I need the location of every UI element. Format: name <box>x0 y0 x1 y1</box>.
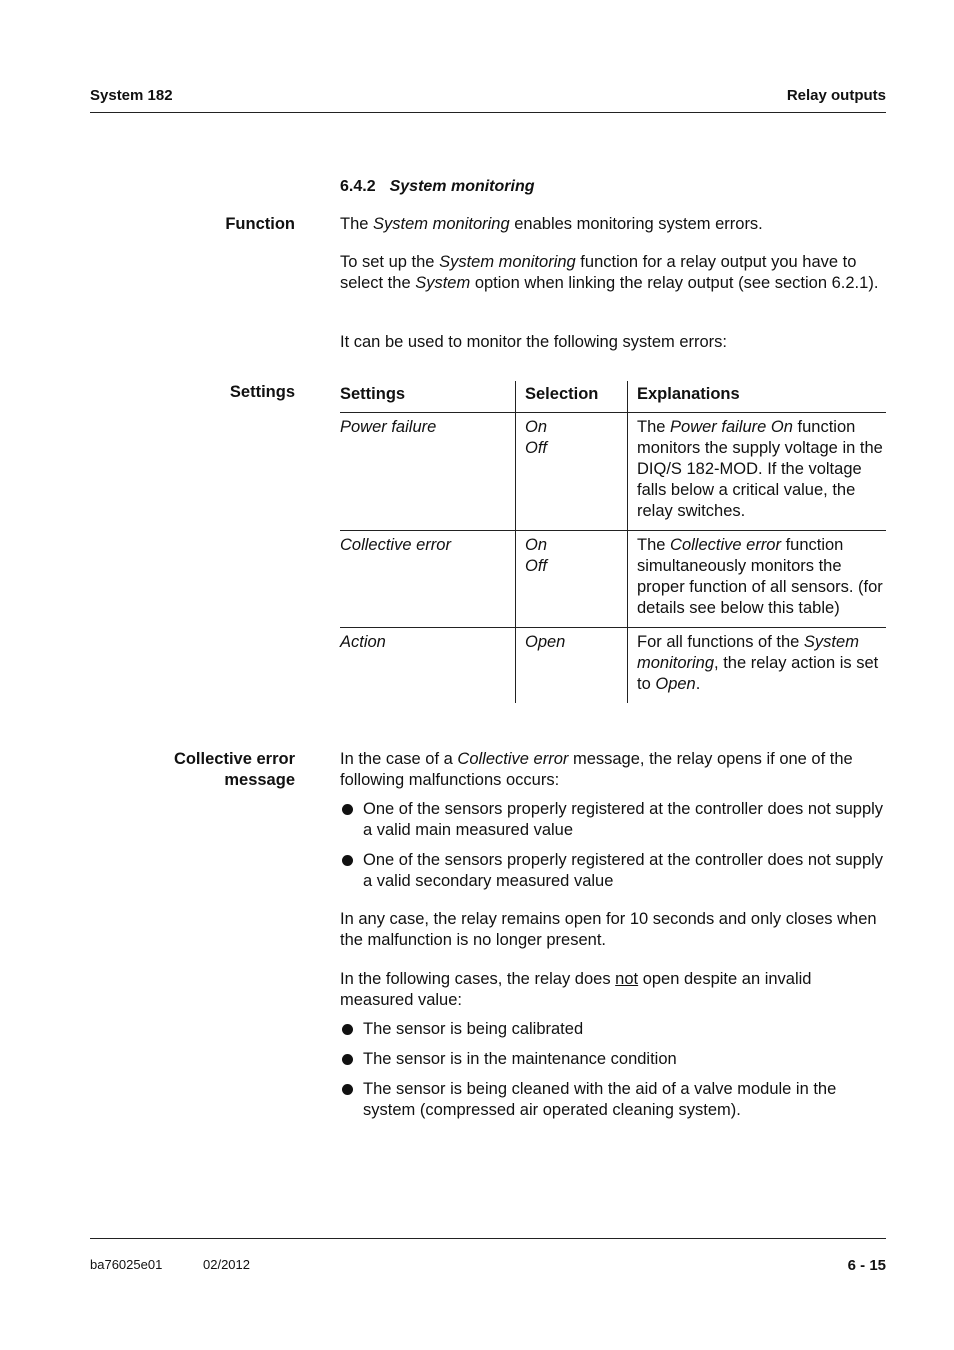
footer-date: 02/2012 <box>203 1257 250 1272</box>
list-item: One of the sensors properly registered at the controller does not supply a valid secondary measured value <box>340 850 888 892</box>
column-header: Settings <box>340 381 516 413</box>
explanation-cell: The Power failure On function monitors the supply voltage in the DIQ/S 182-MOD. If the voltage falls below a critical value, the relay switches. <box>628 413 887 531</box>
settings-table <box>340 381 886 703</box>
bullet-icon <box>342 1054 353 1065</box>
settings-label: Settings <box>229 383 295 401</box>
setting-name: Action <box>340 633 386 651</box>
page-number: 6 - 15 <box>847 1257 886 1274</box>
selection-cell: On Off <box>516 413 628 531</box>
collective-paragraph-3: In the following cases, the relay does not open despite an invalid measured value: <box>340 970 812 1009</box>
header-right: Relay outputs <box>786 87 886 104</box>
section-title: System monitoring <box>389 178 535 195</box>
list-item: The sensor is being calibrated <box>340 1019 888 1040</box>
function-paragraph-1: The System monitoring enables monitoring system errors. <box>340 215 763 233</box>
bullet-icon <box>342 1024 353 1035</box>
table-row <box>340 413 886 531</box>
selection-cell: On Off <box>516 531 628 628</box>
column-header: Selection <box>516 381 628 413</box>
bullet-icon <box>342 855 353 866</box>
explanation-cell: For all functions of the System monitoring, the relay action is set to Open. <box>628 628 887 704</box>
table-row <box>340 628 886 704</box>
bullet-icon <box>342 1084 353 1095</box>
selection-cell: Open <box>516 628 628 704</box>
footer-doc-id: ba76025e01 <box>90 1257 163 1272</box>
setting-name: Power failure <box>340 413 516 531</box>
table-header-row <box>340 381 886 413</box>
collective-paragraph-2: In any case, the relay remains open for 10 seconds and only closes when the malfunction is no longer present. <box>340 910 877 949</box>
list-item: One of the sensors properly registered at the controller does not supply a valid main measured value <box>340 799 888 841</box>
list-item: The sensor is in the maintenance condition <box>340 1049 888 1070</box>
explanation-cell: The Collective error function simultaneously monitors the proper function of all sensors. (for details see below this table) <box>628 531 887 628</box>
function-paragraph-2: To set up the System monitoring function for a relay output you have to select the System option when linking the relay output (see section 6.2.1). <box>340 253 879 292</box>
section-heading <box>340 178 535 196</box>
section-number: 6.4.2 <box>340 178 376 195</box>
header-left: System 182 <box>90 87 173 104</box>
header-rule <box>90 112 886 113</box>
column-header: Explanations <box>628 381 887 413</box>
function-label: Function <box>225 215 295 233</box>
setting-name: Collective error <box>340 531 516 628</box>
table-row <box>340 531 886 628</box>
bullet-icon <box>342 804 353 815</box>
collective-error-label: Collective error message <box>173 750 295 789</box>
collective-paragraph-1: In the case of a Collective error message, the relay opens if one of the following malfunctions occurs: <box>340 750 853 789</box>
function-paragraph-3: It can be used to monitor the following system errors: <box>340 333 728 351</box>
footer-rule <box>90 1238 886 1239</box>
list-item: The sensor is being cleaned with the aid of a valve module in the system (compressed air operated cleaning system). <box>340 1079 888 1121</box>
